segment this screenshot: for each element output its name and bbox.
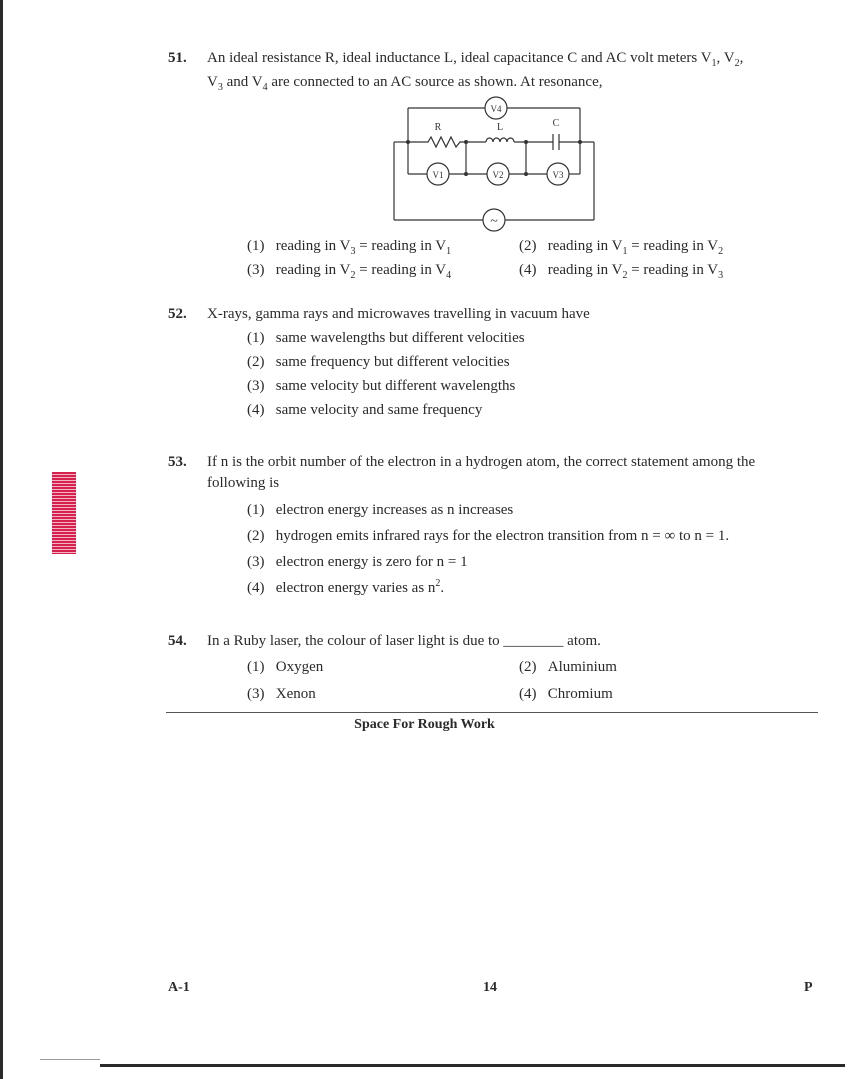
q52-text: X-rays, gamma rays and microwaves travelling in vacuum have xyxy=(207,306,590,322)
q51-text-line1: An ideal resistance R, ideal inductance L, ideal capacitance C and AC volt meters $V_1$, $V_2$, xyxy=(207,50,744,69)
q54-option-3: (3) Xenon xyxy=(247,686,316,702)
rough-work-heading: Space For Rough Work xyxy=(354,717,495,732)
label-v1: V1 xyxy=(432,170,444,180)
rough-work-divider xyxy=(166,712,818,713)
label-v3: V3 xyxy=(552,170,564,180)
q54-option-2: (2) Aluminium xyxy=(519,659,617,675)
page-bottom-edge xyxy=(100,1064,845,1067)
q51-option-2: (2) reading in $V_1$ = reading in $V_2$ xyxy=(519,238,724,257)
label-v2: V2 xyxy=(492,170,504,180)
q54-number: 54. xyxy=(168,633,187,649)
q54-blank: ________ xyxy=(503,633,564,649)
q52-option-1: (1) same wavelengths but different velocities xyxy=(247,330,525,346)
q53-option-2: (2) hydrogen emits infrared rays for the electron transition from n = ∞ to n = 1. xyxy=(247,528,730,544)
q53-option-3: (3) electron energy is zero for n = 1 xyxy=(247,554,468,570)
circuit-diagram xyxy=(388,94,608,238)
label-source: ~ xyxy=(490,214,498,229)
q51-number: 51. xyxy=(168,50,187,66)
q52-option-2: (2) same frequency but different velocities xyxy=(247,354,510,370)
q53-text-line2: following is xyxy=(207,475,280,491)
q54-option-4: (4) Chromium xyxy=(519,686,613,702)
q51-option-4: (4) reading in $V_2$ = reading in $V_3$ xyxy=(519,262,724,281)
q52-option-4: (4) same velocity and same frequency xyxy=(247,402,483,418)
label-r: R xyxy=(434,122,442,133)
label-v4: V4 xyxy=(490,104,502,114)
q54-text: In a Ruby laser, the colour of laser light is due to ________ atom. xyxy=(207,633,601,649)
footer-code: A-1 xyxy=(168,980,190,995)
footer-letter: P xyxy=(804,980,813,995)
q51-text-line2: $V_3$ and $V_4$ are connected to an AC source as shown. At resonance, xyxy=(207,74,603,93)
q53-option-4: (4) electron energy varies as $n^2$. xyxy=(247,578,445,596)
q54-option-1: (1) Oxygen xyxy=(247,659,324,675)
q52-option-3: (3) same velocity but different wavelengths xyxy=(247,378,516,394)
label-c: C xyxy=(552,118,560,129)
bottom-mark xyxy=(40,1059,100,1060)
side-barcode xyxy=(52,472,76,554)
page-number: 14 xyxy=(483,980,497,995)
label-l: L xyxy=(496,122,504,133)
page-left-edge xyxy=(0,0,3,1079)
q53-number: 53. xyxy=(168,454,187,470)
q52-number: 52. xyxy=(168,306,187,322)
q51-option-3: (3) reading in $V_2$ = reading in $V_4$ xyxy=(247,262,452,281)
q53-text-line1: If n is the orbit number of the electron in a hydrogen atom, the correct statement among the xyxy=(207,454,756,470)
q53-option-1: (1) electron energy increases as n increases xyxy=(247,502,514,518)
q51-option-1: (1) reading in $V_3$ = reading in $V_1$ xyxy=(247,238,452,257)
